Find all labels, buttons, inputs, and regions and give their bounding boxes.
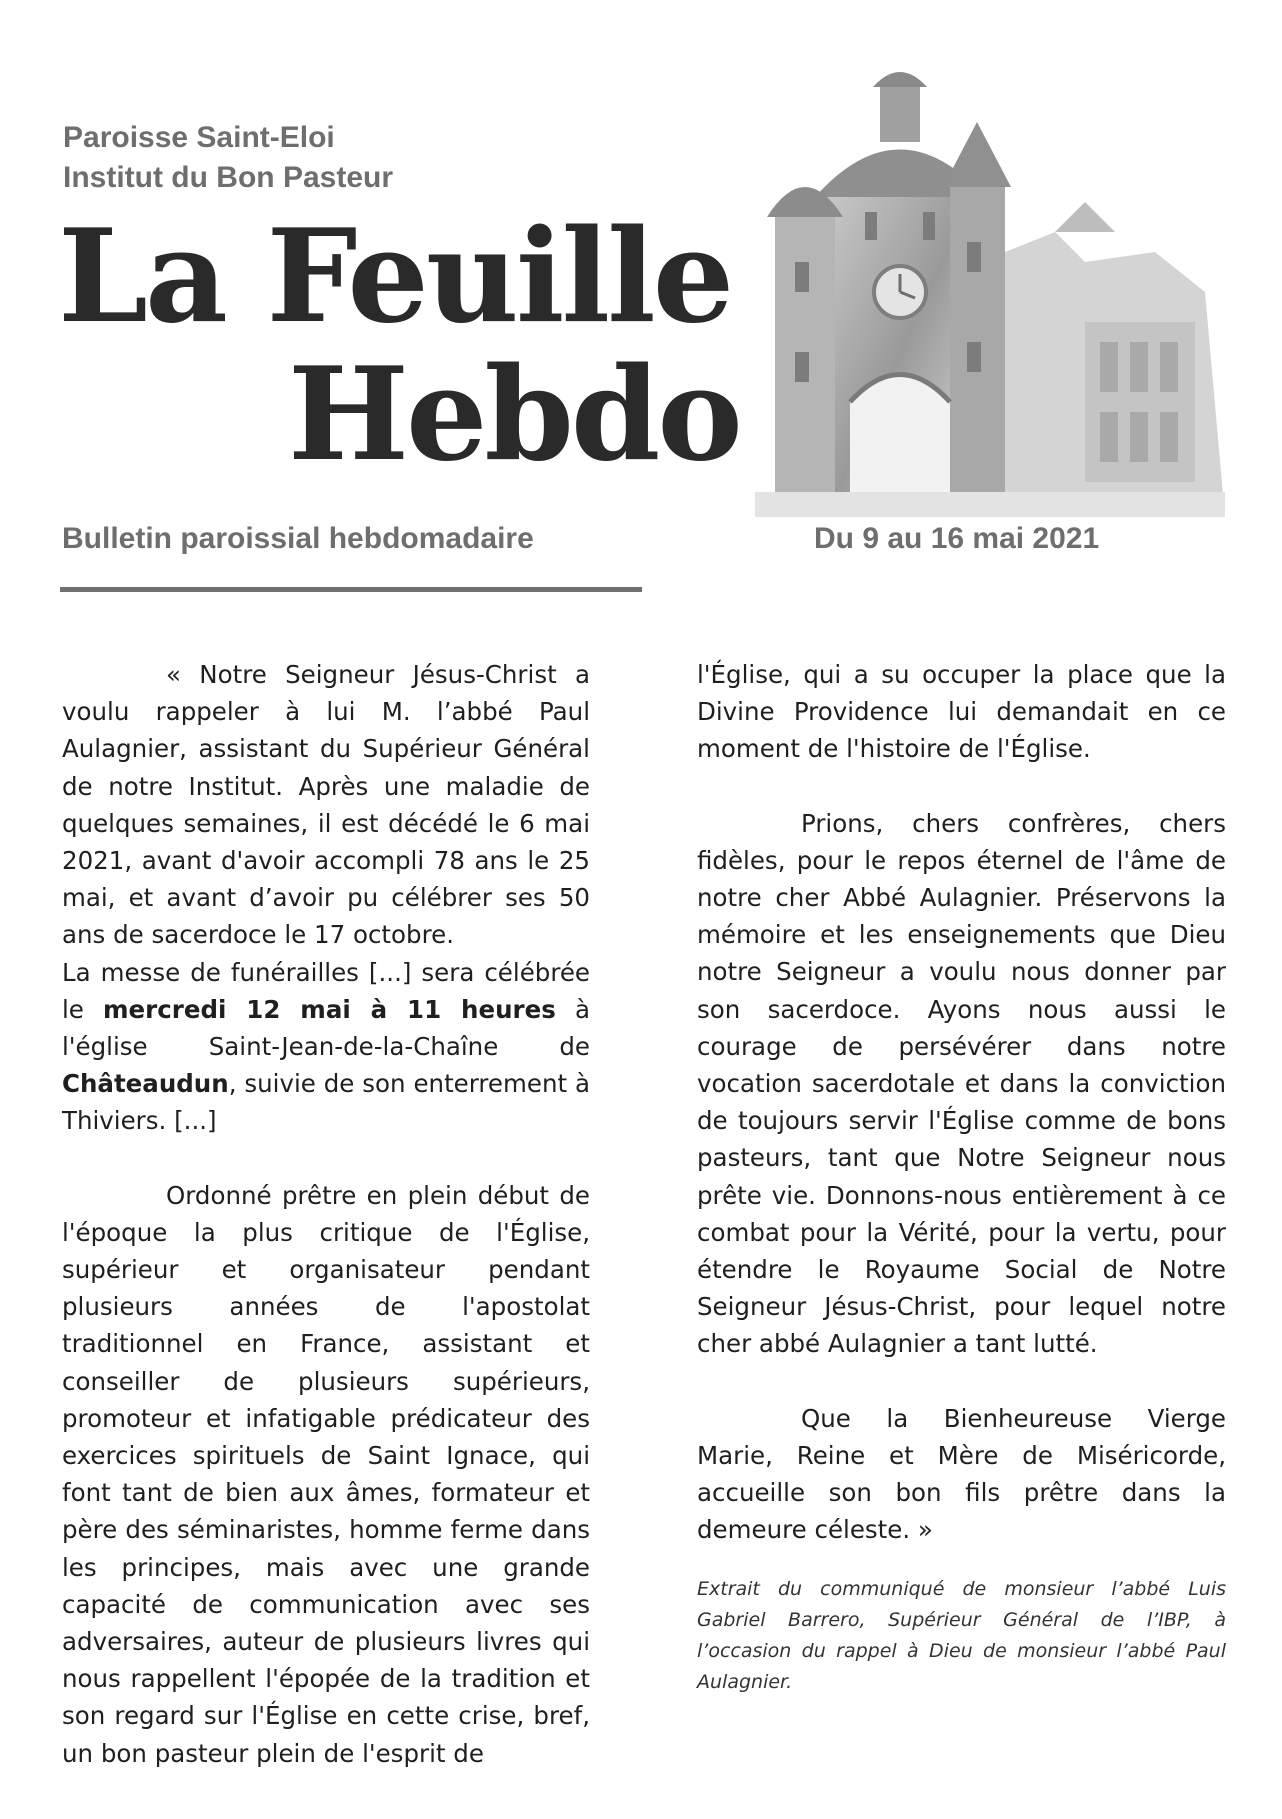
article-column-right [697,656,1226,1698]
title-line-2: Hebdo [288,340,740,490]
funeral-text-mid: à l'église Saint-Jean-de-la-Chaîne de [62,994,590,1062]
paragraph-funeral [62,954,590,1140]
title-line-1: La Feuille [58,202,732,352]
source-attribution: Extrait du communiqué de monsieur l’abbé Luis Gabriel Barrero, Supérieur Général de l’IBP, à l’occasion du rappel à Dieu de monsieur l’abbé Paul Aulagnier. [697,1578,1226,1694]
org-line-institute: Institut du Bon Pasteur [63,161,393,194]
parish-name [63,118,393,198]
org-line-parish: Paroisse Saint-Eloi [63,121,335,154]
church-tower-illustration [755,62,1225,517]
paragraph-biography: Ordonné prêtre en plein début de l'époque la plus critique de l'Église, supérieur et organisateur pendant plusieurs années de l'apostolat traditionnel en France, assistant et conseiller de plusieurs supérieurs, promoteur et infatigable prédicateur des exercices spirituels de Saint Ignace, qui font tant de bien aux âmes, formateur et père des séminaristes, homme ferme dans les principes, mais avec une grande capacité de communication avec ses adversaires, auteur de plusieurs livres qui nous rappellent l'épopée de la tradition et son regard sur l'Église en cette crise, bref, un bon pasteur plein de l'esprit de [62,1180,590,1768]
funeral-date: mercredi 12 mai à 11 heures [103,994,556,1024]
bulletin-subtitle: Bulletin paroissial hebdomadaire [62,522,534,555]
header-divider [60,587,642,592]
paragraph-biography-continued: l'Église, qui a su occuper la place que la Divine Providence lui demandait en ce moment de l'histoire de l'Église. [697,660,1226,764]
paragraph-intro: « Notre Seigneur Jésus-Christ a voulu rappeler à lui M. l’abbé Paul Aulagnier, assistant du Supérieur Général de notre Institut. Après une maladie de quelques semaines, il est décédé le 6 mai 2021, avant d'avoir accompli 78 ans le 25 mai, et avant d’avoir pu célébrer ses 50 ans de sacerdoce le 17 octobre. [62,660,590,950]
article-column-left [62,656,590,1772]
newsletter-title [58,202,798,490]
funeral-text-post: , suivie de son enterrement à Thiviers. [...] [62,1069,590,1136]
paragraph-prayer: Prions, chers confrères, chers fidèles, pour le repos éternel de l'âme de notre cher Abbé Aulagnier. Préservons la mémoire et les enseignements que Dieu notre Seigneur a voulu nous donner par son sacerdoce. Ayons nous aussi le courage de persévérer dans notre vocation sacerdotale et dans la conviction de toujours servir l'Église comme de bons pasteurs, tant que Notre Seigneur nous prête vie. Donnons-nous entièrement à ce combat pour la Vérité, pour la vertu, pour étendre le Royaume Social de Notre Seigneur Jésus-Christ, pour lequel notre cher abbé Aulagnier a tant lutté. [697,808,1226,1359]
funeral-town: Châteaudun [62,1069,229,1099]
paragraph-blessing: Que la Bienheureuse Vierge Marie, Reine et Mère de Miséricorde, accueille son bon fils prêtre dans la demeure céleste. » [697,1403,1226,1545]
funeral-text-pre: La messe de funérailles [...] sera célébrée le [62,957,590,1024]
issue-date: Du 9 au 16 mai 2021 [814,522,1100,555]
